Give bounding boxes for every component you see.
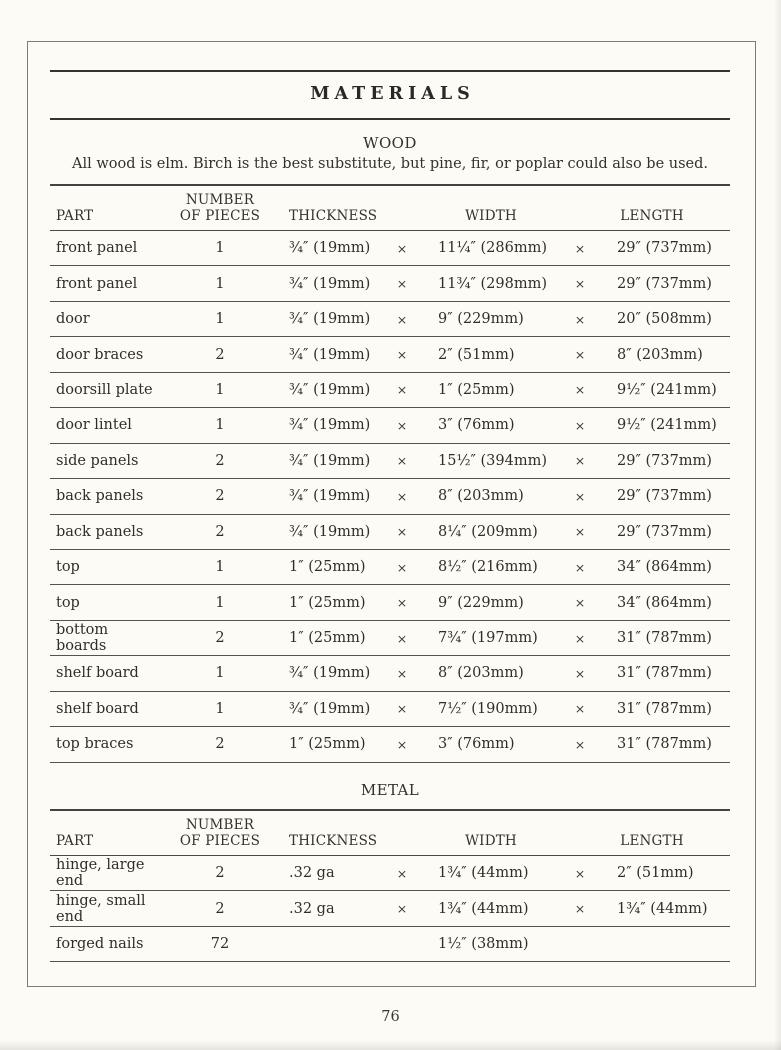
times-symbol: ×: [574, 630, 586, 646]
table-row: [50, 891, 730, 926]
pieces-cell: 1: [215, 240, 225, 257]
width-cell: 1¾″ (44mm): [438, 865, 529, 882]
length-cell: 31″ (787mm): [617, 736, 712, 753]
times-symbol: ×: [396, 630, 408, 646]
length-cell: 2″ (51mm): [617, 865, 694, 882]
header-part: PART: [56, 208, 94, 224]
times-symbol: ×: [396, 665, 408, 681]
length-cell: 34″ (864mm): [617, 559, 712, 576]
thickness-cell: ¾″ (19mm): [289, 700, 371, 717]
thickness-cell: 1″ (25mm): [289, 559, 366, 576]
table-row: [50, 727, 730, 762]
part-cell: top braces: [56, 736, 134, 753]
times-symbol: ×: [574, 276, 586, 292]
times-symbol: ×: [574, 382, 586, 398]
length-cell: 31″ (787mm): [617, 700, 712, 717]
table-row: [50, 692, 730, 727]
width-cell: 2″ (51mm): [438, 346, 515, 363]
times-symbol: ×: [396, 276, 408, 292]
table-row: [50, 337, 730, 372]
times-symbol: ×: [396, 311, 408, 327]
width-cell: 11¼″ (286mm): [438, 240, 548, 257]
length-cell: 1¾″ (44mm): [617, 900, 708, 917]
part-cell: shelf board: [56, 700, 139, 717]
title-rule-top: [50, 70, 730, 72]
thickness-cell: ¾″ (19mm): [289, 417, 371, 434]
thickness-cell: 1″ (25mm): [289, 736, 366, 753]
page-number: 76: [381, 1009, 400, 1025]
pieces-cell: 2: [215, 488, 225, 505]
length-cell: 29″ (737mm): [617, 523, 712, 540]
times-symbol: ×: [396, 524, 408, 540]
times-symbol: ×: [396, 382, 408, 398]
part-cell: front panel: [56, 240, 138, 257]
times-symbol: ×: [574, 240, 586, 256]
metal-section-heading: METAL: [360, 781, 420, 799]
times-symbol: ×: [574, 901, 586, 917]
thickness-cell: ¾″ (19mm): [289, 452, 371, 469]
header-number-of-pieces: [160, 817, 280, 855]
width-cell: 8″ (203mm): [438, 488, 524, 505]
length-cell: 9½″ (241mm): [617, 417, 717, 434]
header-spacer: [568, 224, 592, 230]
header-number-line1: NUMBER: [185, 817, 255, 833]
times-symbol: ×: [574, 595, 586, 611]
table-row: [50, 585, 730, 620]
wood-materials-table: [50, 184, 730, 763]
length-cell: 31″ (787mm): [617, 665, 712, 682]
part-cell: back panels: [56, 488, 144, 505]
header-number-line1: NUMBER: [185, 192, 255, 208]
times-symbol: ×: [574, 665, 586, 681]
pieces-cell: 1: [215, 559, 225, 576]
width-cell: 15½″ (394mm): [438, 452, 548, 469]
times-symbol: ×: [574, 453, 586, 469]
part-cell: top: [56, 594, 80, 611]
width-cell: 7¾″ (197mm): [438, 630, 538, 647]
thickness-cell: ¾″ (19mm): [289, 346, 371, 363]
width-cell: 1¾″ (44mm): [438, 900, 529, 917]
header-width: WIDTH: [465, 833, 517, 849]
part-cell: door lintel: [56, 417, 132, 434]
times-symbol: ×: [574, 865, 586, 881]
part-cell: door: [56, 311, 90, 328]
part-cell: bottom boards: [56, 622, 109, 655]
wood-section-heading: WOOD: [363, 134, 417, 152]
part-cell: forged nails: [56, 936, 144, 953]
length-cell: 34″ (864mm): [617, 594, 712, 611]
width-cell: 8″ (203mm): [438, 665, 524, 682]
part-cell: hinge, small end: [56, 892, 146, 925]
times-symbol: ×: [574, 559, 586, 575]
length-cell: 29″ (737mm): [617, 488, 712, 505]
table-row: [50, 408, 730, 443]
header-spacer: [390, 849, 414, 855]
header-spacer: [568, 849, 592, 855]
pieces-cell: 2: [215, 630, 225, 647]
thickness-cell: .32 ga: [289, 865, 335, 882]
length-cell: 9½″ (241mm): [617, 381, 717, 398]
wood-table-header-row: [50, 186, 730, 231]
times-symbol: ×: [574, 347, 586, 363]
table-row: [50, 266, 730, 301]
table-row: [50, 550, 730, 585]
table-row: [50, 231, 730, 266]
metal-table-header-row: [50, 811, 730, 856]
width-cell: 9″ (229mm): [438, 594, 524, 611]
times-symbol: ×: [574, 524, 586, 540]
table-row: [50, 621, 730, 656]
thickness-cell: 1″ (25mm): [289, 630, 366, 647]
header-length: LENGTH: [620, 208, 684, 224]
width-cell: 8½″ (216mm): [438, 559, 538, 576]
table-row: [50, 444, 730, 479]
title-rule-bottom: [50, 118, 730, 120]
table-row: [50, 479, 730, 514]
wood-note: All wood is elm. Birch is the best substitute, but pine, fir, or poplar could also be used.: [71, 156, 709, 172]
pieces-cell: 2: [215, 523, 225, 540]
width-cell: 1½″ (38mm): [438, 936, 529, 953]
times-symbol: ×: [396, 901, 408, 917]
width-cell: 1″ (25mm): [438, 381, 515, 398]
pieces-cell: 2: [215, 452, 225, 469]
length-cell: 20″ (508mm): [617, 311, 712, 328]
times-symbol: ×: [396, 736, 408, 752]
pieces-cell: 2: [215, 736, 225, 753]
pieces-cell: 72: [210, 936, 230, 953]
header-spacer: [390, 224, 414, 230]
table-row: [50, 515, 730, 550]
pieces-cell: 2: [215, 865, 225, 882]
pieces-cell: 1: [215, 665, 225, 682]
length-cell: 31″ (787mm): [617, 630, 712, 647]
table-row: [50, 927, 730, 962]
part-cell: front panel: [56, 275, 138, 292]
times-symbol: ×: [574, 488, 586, 504]
pieces-cell: 1: [215, 311, 225, 328]
length-cell: 29″ (737mm): [617, 275, 712, 292]
table-row: [50, 656, 730, 691]
times-symbol: ×: [396, 595, 408, 611]
thickness-cell: ¾″ (19mm): [289, 488, 371, 505]
width-cell: 3″ (76mm): [438, 736, 515, 753]
header-width: WIDTH: [465, 208, 517, 224]
header-number-line2: OF PIECES: [179, 208, 261, 224]
pieces-cell: 1: [215, 381, 225, 398]
part-cell: doorsill plate: [56, 381, 153, 398]
part-cell: door braces: [56, 346, 144, 363]
times-symbol: ×: [396, 559, 408, 575]
thickness-cell: .32 ga: [289, 900, 335, 917]
header-part: PART: [56, 833, 94, 849]
pieces-cell: 1: [215, 417, 225, 434]
part-cell: side panels: [56, 452, 139, 469]
table-row: [50, 302, 730, 337]
header-length: LENGTH: [620, 833, 684, 849]
header-thickness: THICKNESS: [289, 208, 378, 224]
width-cell: 9″ (229mm): [438, 311, 524, 328]
thickness-cell: ¾″ (19mm): [289, 665, 371, 682]
metal-materials-table: [50, 809, 730, 962]
header-thickness: THICKNESS: [289, 833, 378, 849]
thickness-cell: ¾″ (19mm): [289, 311, 371, 328]
times-symbol: ×: [396, 453, 408, 469]
times-symbol: ×: [574, 311, 586, 327]
page-title: MATERIALS: [310, 84, 475, 104]
pieces-cell: 2: [215, 346, 225, 363]
pieces-cell: 1: [215, 700, 225, 717]
times-symbol: ×: [574, 736, 586, 752]
part-cell: shelf board: [56, 665, 139, 682]
width-cell: 8¼″ (209mm): [438, 523, 538, 540]
thickness-cell: ¾″ (19mm): [289, 523, 371, 540]
part-cell: back panels: [56, 523, 144, 540]
width-cell: 11¾″ (298mm): [438, 275, 548, 292]
length-cell: 29″ (737mm): [617, 240, 712, 257]
header-number-line2: OF PIECES: [179, 833, 261, 849]
times-symbol: ×: [396, 240, 408, 256]
pieces-cell: 1: [215, 594, 225, 611]
pieces-cell: 2: [215, 900, 225, 917]
table-row: [50, 373, 730, 408]
times-symbol: ×: [574, 417, 586, 433]
part-cell: top: [56, 559, 80, 576]
thickness-cell: 1″ (25mm): [289, 594, 366, 611]
table-row: [50, 856, 730, 891]
times-symbol: ×: [396, 347, 408, 363]
width-cell: 3″ (76mm): [438, 417, 515, 434]
thickness-cell: ¾″ (19mm): [289, 275, 371, 292]
length-cell: 29″ (737mm): [617, 452, 712, 469]
times-symbol: ×: [396, 701, 408, 717]
thickness-cell: ¾″ (19mm): [289, 381, 371, 398]
times-symbol: ×: [396, 865, 408, 881]
thickness-cell: ¾″ (19mm): [289, 240, 371, 257]
length-cell: 8″ (203mm): [617, 346, 703, 363]
times-symbol: ×: [574, 701, 586, 717]
width-cell: 7½″ (190mm): [438, 700, 538, 717]
pieces-cell: 1: [215, 275, 225, 292]
header-number-of-pieces: [160, 192, 280, 230]
times-symbol: ×: [396, 417, 408, 433]
times-symbol: ×: [396, 488, 408, 504]
part-cell: hinge, large end: [56, 857, 145, 890]
